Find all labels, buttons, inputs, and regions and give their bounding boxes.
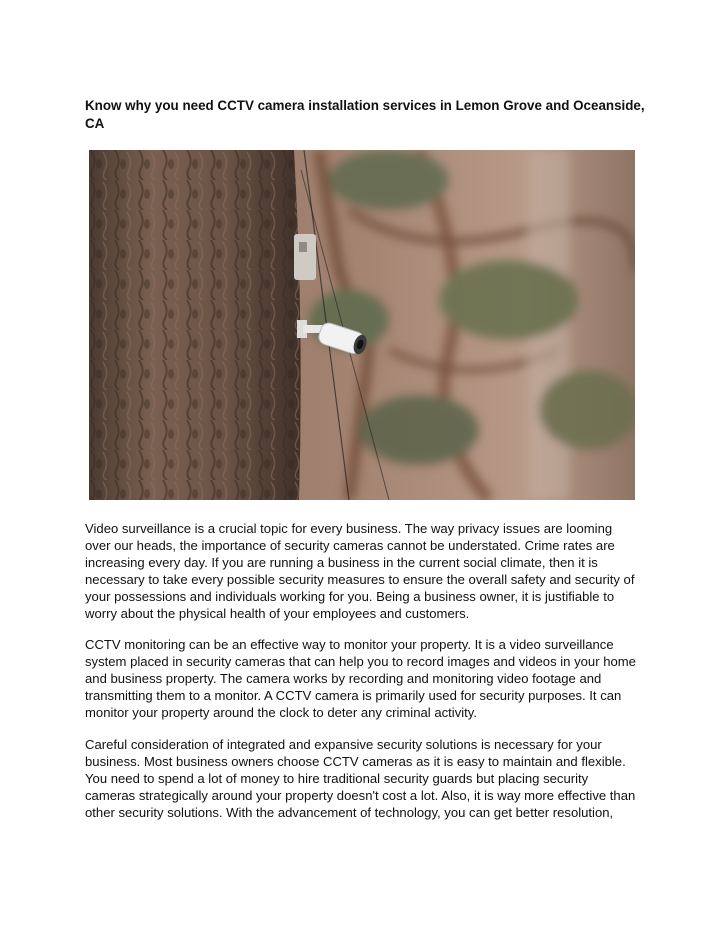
camera-on-tree-illustration [89,150,635,500]
paragraph-2: CCTV monitoring can be an effective way to monitor your property. It is a video surveillance system placed in security cameras that can help you to record images and videos in your home and business property. The camera works by recording and monitoring video footage and transmitting them to a monitor. A CCTV camera is primarily used for security purposes. It can monitor your property around the clock to deter any criminal activity. [85,637,636,721]
paragraph-3: Careful consideration of integrated and expansive security solutions is necessary for your business. Most business owners choose CCTV cameras as it is easy to maintain and flexible. You need to spend a lot of money to hire traditional security guards but placing security cameras strategically around your property doesn't cost a lot. Also, it is way more effective than other security solutions. With the advancement of technology, you can get better resolution, [85,736,636,820]
document-title: Know why you need CCTV camera installation services in Lemon Grove and Oceanside, CA [85,98,645,131]
junction-box [294,234,316,280]
paragraph-1: Video surveillance is a crucial topic for every business. The way privacy issues are looming over our heads, the importance of security cameras cannot be understated. Crime rates are increasing every day. If you are running a business in the current social climate, then it is necessary to take every possible security measures to ensure the overall safety and security of your possessions and individuals working for you. Being a business owner, it is justifiable to worry about the physical health of your employees and customers. [85,521,635,621]
body-text [85,521,640,837]
cctv-photo [89,150,635,500]
